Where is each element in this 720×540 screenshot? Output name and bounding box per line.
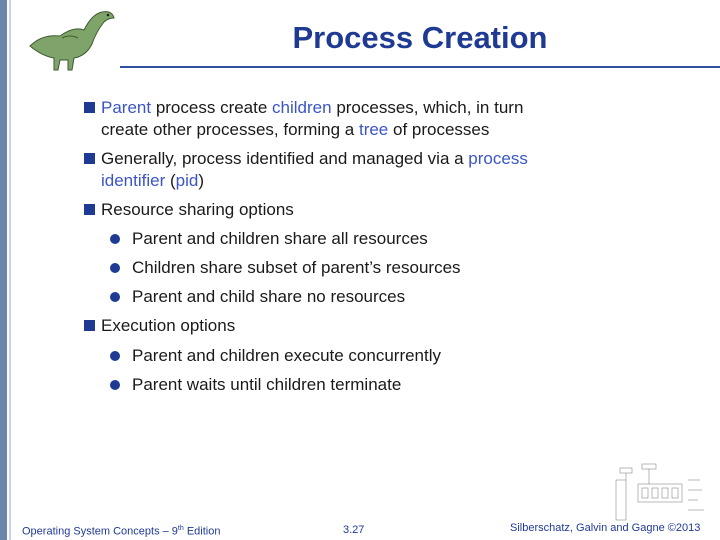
bullet-text: Resource sharing options xyxy=(101,200,294,219)
footer-book-title xyxy=(22,525,220,538)
footer-copyright: Silberschatz, Galvin and Gagne ©2013 xyxy=(510,522,701,534)
text-run: tree xyxy=(358,120,389,139)
round-bullet-icon xyxy=(110,263,120,273)
text-run: process identifier xyxy=(101,149,528,190)
text-run: pid xyxy=(175,171,199,190)
square-bullet-icon xyxy=(84,320,95,331)
text-run: process create xyxy=(151,98,273,117)
bullet-text xyxy=(101,97,571,141)
text-run: Generally, process identified and managed via a xyxy=(101,149,469,168)
text-run: processes, which, in turn create other processes, forming a xyxy=(101,98,524,139)
bullet-text: Execution options xyxy=(101,316,236,335)
footer-text: Edition xyxy=(183,525,221,538)
text-run: children xyxy=(272,98,332,117)
subitem-text: Parent waits until children terminate xyxy=(132,375,402,394)
square-bullet-icon xyxy=(84,153,95,164)
subitem-text: Parent and children execute concurrently xyxy=(132,346,442,365)
subitem-text: Parent and child share no resources xyxy=(132,287,406,306)
round-bullet-icon xyxy=(110,292,120,302)
footer-sup: th xyxy=(177,525,184,532)
square-bullet-icon xyxy=(84,204,95,215)
bullet-text xyxy=(101,148,571,192)
square-bullet-icon xyxy=(84,102,95,113)
subitem-text: Parent and children share all resources xyxy=(132,229,428,248)
text-run: ) xyxy=(198,171,205,190)
text-run: Parent xyxy=(101,98,152,117)
text-run: of processes xyxy=(388,120,490,139)
footer-text: Operating System Concepts – 9 xyxy=(22,525,178,538)
footer-slide-number: 3.27 xyxy=(343,524,365,536)
subitem-text: Children share subset of parent’s resources xyxy=(132,258,461,277)
text-run: ( xyxy=(165,171,176,190)
slide-title: Process Creation xyxy=(292,20,548,55)
round-bullet-icon xyxy=(110,380,120,390)
round-bullet-icon xyxy=(110,351,120,361)
round-bullet-icon xyxy=(110,234,120,244)
